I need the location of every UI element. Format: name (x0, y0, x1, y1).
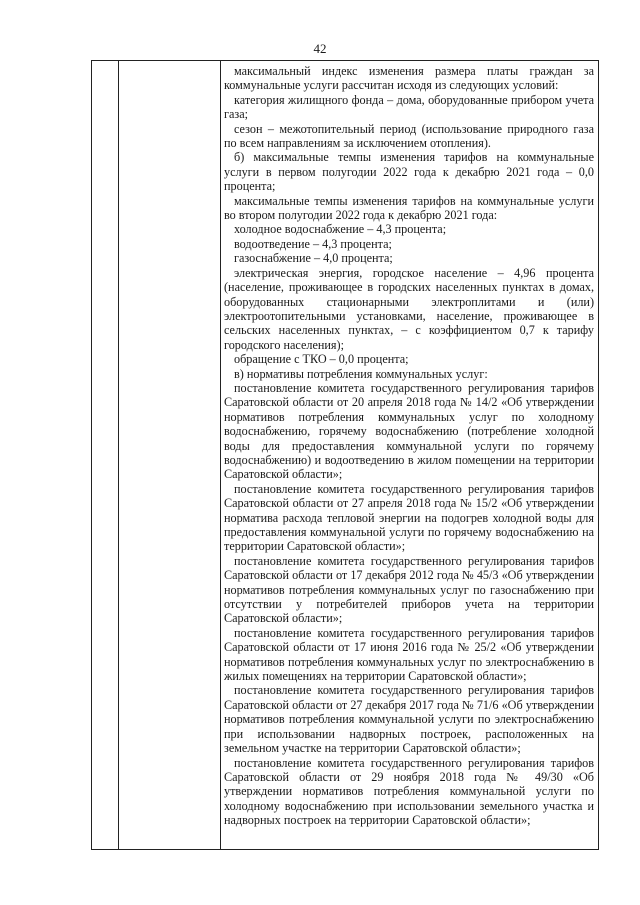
paragraph: категория жилищного фонда – дома, оборудованные прибором учета газа; (224, 92, 594, 122)
paragraph: постановление комитета государственного регулирования тарифов Саратовской области от 27 апреля 2018 года № 15/2 «Об утверждении норматива расхода тепловой энергии на подогрев холодной воды для предоставления коммунальной услуги по горячему водоснабжению на территории Саратовской области»; (224, 481, 594, 554)
paragraph: постановление комитета государственного регулирования тарифов Саратовской области от 29 ноября 2018 года № 49/30 «Об утверждении нормативов потребления коммунальной услуги по холодному водоснабжению при использовании земельного участка и надворных построек на территории Саратовской области»; (224, 755, 594, 828)
column-divider-1 (118, 61, 119, 849)
page-number: 42 (313, 41, 327, 56)
paragraph: газоснабжение – 4,0 процента; (234, 251, 393, 266)
paragraph: сезон – межотопительный период (использование природного газа по всем направлениям за исключением отопления). (224, 121, 594, 151)
paragraph: постановление комитета государственного регулирования тарифов Саратовской области от 17 декабря 2012 года № 45/3 «Об утверждении нормативов потребления коммунальных услуг по газоснабжению при отсутствии у потребителей приборов учета на территории Саратовской области»; (224, 553, 594, 626)
paragraph: б) максимальные темпы изменения тарифов на коммунальные услуги в первом полугодии 2022 года к декабрю 2021 года – 0,0 процента; (224, 150, 594, 194)
document-table (91, 60, 599, 850)
column-divider-2 (220, 61, 221, 849)
table-text-cell (224, 64, 594, 828)
paragraph: постановление комитета государственного регулирования тарифов Саратовской области от 17 июня 2016 года № 25/2 «Об утверждении нормативов потребления коммунальных услуг по электроснабжению в жилых помещениях на территории Саратовской области»; (224, 625, 594, 684)
paragraph: холодное водоснабжение – 4,3 процента; (234, 222, 447, 237)
paragraph: в) нормативы потребления коммунальных услуг: (234, 366, 488, 381)
paragraph: электрическая энергия, городское население – 4,96 процента (население, проживающее в городских населенных пунктах в домах, оборудованных стационарными электроплитами и (или) электроотопительными установками, население, проживающее в сельских населенных пунктах, – с коэффициентом 0,7 к тарифу городского населения); (224, 265, 594, 352)
paragraph: постановление комитета государственного регулирования тарифов Саратовской области от 27 декабря 2017 года № 71/6 «Об утверждении нормативов потребления коммунальной услуги по электроснабжению при использовании надворных построек, расположенных на земельном участке на территории Саратовской области»; (224, 683, 594, 756)
paragraph: максимальный индекс изменения размера платы граждан за коммунальные услуги рассчитан исходя из следующих условий: (224, 64, 594, 93)
paragraph: максимальные темпы изменения тарифов на коммунальные услуги во втором полугодии 2022 года к декабрю 2021 года: (224, 193, 594, 223)
paragraph: постановление комитета государственного регулирования тарифов Саратовской области от 20 апреля 2018 года № 14/2 «Об утверждении нормативов потребления коммунальных услуг по холодному водоснабжению, горячему водоснабжению (потребление холодной воды для предоставления коммунальной услуги по горячему водоснабжению) и водоотведению в жилом помещении на территории Саратовской области»; (224, 380, 594, 482)
paragraph: водоотведение – 4,3 процента; (234, 236, 392, 251)
paragraph: обращение с ТКО – 0,0 процента; (234, 352, 409, 367)
